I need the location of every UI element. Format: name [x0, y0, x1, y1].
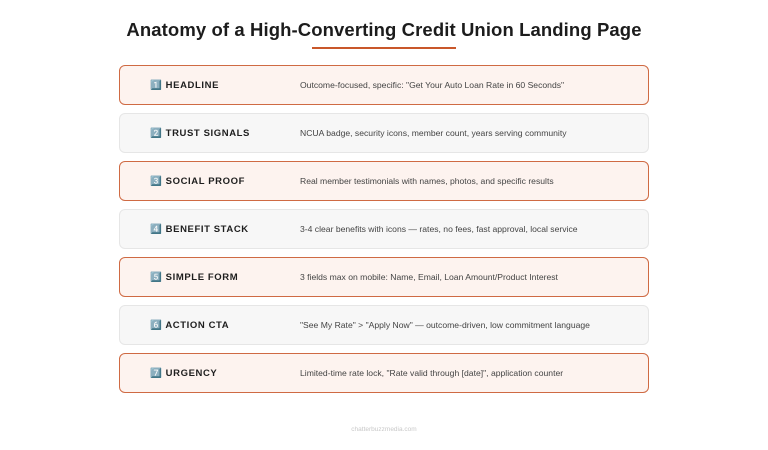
- section-row-action-cta: [119, 305, 649, 345]
- sections-list: [119, 65, 649, 401]
- section-row-urgency: [119, 353, 649, 393]
- section-description: Limited-time rate lock, "Rate valid through [date]", application counter: [300, 368, 564, 378]
- title-underline: [312, 47, 456, 49]
- section-label: 7️⃣ URGENCY: [150, 367, 218, 379]
- footer-watermark: chatterbuzzmedia.com: [351, 426, 417, 433]
- section-label: 6️⃣ ACTION CTA: [150, 319, 230, 331]
- section-row-trust-signals: [119, 113, 649, 153]
- section-description: "See My Rate" > "Apply Now" — outcome-driven, low commitment language: [300, 320, 590, 330]
- section-row-simple-form: [119, 257, 649, 297]
- section-description: 3 fields max on mobile: Name, Email, Loan Amount/Product Interest: [300, 272, 558, 282]
- section-label: 1️⃣ HEADLINE: [150, 79, 220, 91]
- section-row-benefit-stack: [119, 209, 649, 249]
- section-description: NCUA badge, security icons, member count, years serving community: [300, 128, 567, 138]
- section-description: Real member testimonials with names, photos, and specific results: [300, 176, 554, 186]
- section-label: 4️⃣ BENEFIT STACK: [150, 223, 249, 235]
- page-title: Anatomy of a High-Converting Credit Union Landing Page: [126, 19, 642, 40]
- section-row-social-proof: [119, 161, 649, 201]
- section-label: 3️⃣ SOCIAL PROOF: [150, 175, 246, 187]
- section-description: Outcome-focused, specific: "Get Your Auto Loan Rate in 60 Seconds": [300, 80, 565, 90]
- section-label: 2️⃣ TRUST SIGNALS: [150, 127, 250, 139]
- section-row-headline: [119, 65, 649, 105]
- section-label: 5️⃣ SIMPLE FORM: [150, 271, 239, 283]
- section-description: 3-4 clear benefits with icons — rates, no fees, fast approval, local service: [300, 224, 578, 234]
